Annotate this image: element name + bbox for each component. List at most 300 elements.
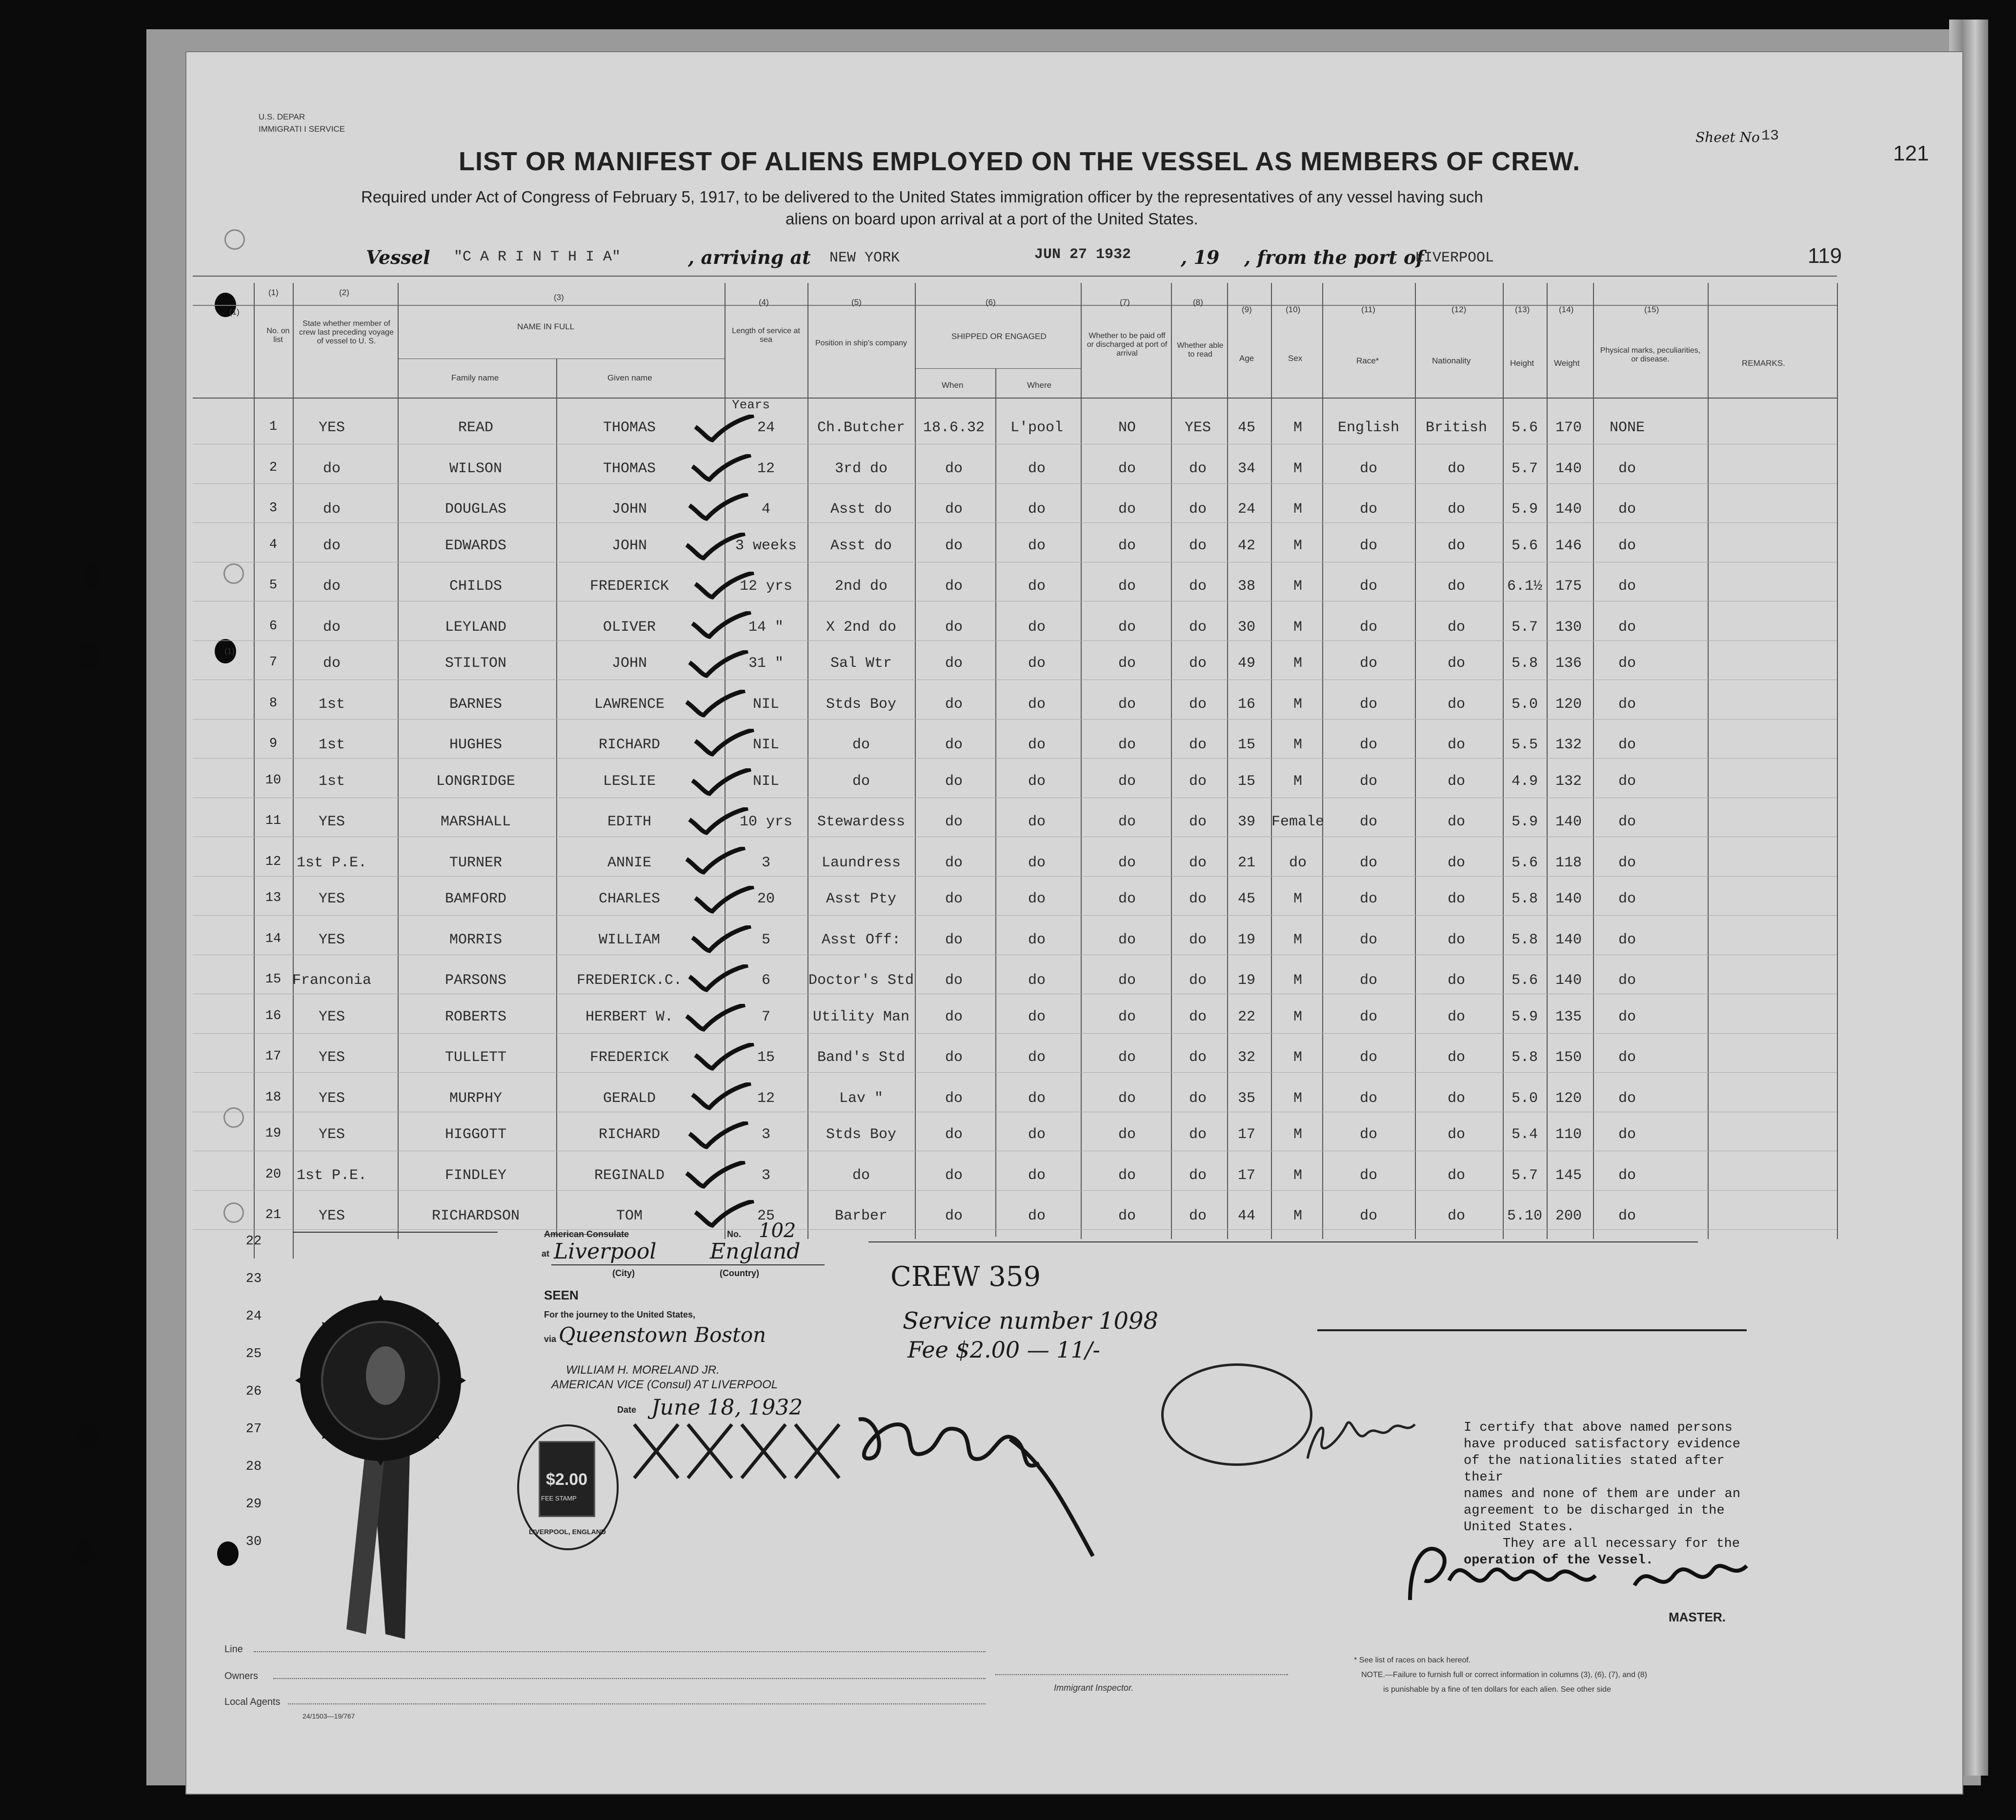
footer-note: NOTE.—Failure to furnish full or correct information in columns (3), (6), (7), and (8) [1361, 1671, 1647, 1679]
cell-height: 5.7 [1511, 1167, 1538, 1184]
cell-age: 19 [1237, 931, 1256, 948]
cell-no: 11 [265, 814, 282, 828]
cell-family: LONGRIDGE [436, 773, 516, 790]
cell-race: English [1337, 420, 1400, 436]
cell-marks: do [1618, 773, 1636, 790]
binder-hole [217, 1541, 239, 1566]
cert-line: United States. [1464, 1520, 1574, 1535]
cell-marks: do [1618, 501, 1636, 518]
cell-prev: 1st P.E. [296, 1167, 367, 1184]
cell-paid: do [1118, 655, 1136, 672]
cell-weight: 120 [1555, 696, 1582, 713]
col-divider [1708, 283, 1709, 1239]
cert-line: I certify that above named persons [1464, 1420, 1733, 1435]
cell-where: do [1028, 972, 1046, 989]
rule [1317, 1329, 1747, 1331]
cell-height: 5.9 [1511, 814, 1538, 830]
service-number: Service number 1098 [903, 1307, 1159, 1335]
cert-line: agreement to be discharged in the [1464, 1503, 1725, 1518]
cell-age: 30 [1237, 619, 1256, 636]
cell-nat: do [1447, 854, 1466, 871]
cell-given: FREDERICK [589, 1049, 669, 1066]
cell-prev: YES [318, 814, 345, 830]
cell-when: do [945, 972, 963, 989]
cell-when: do [945, 891, 963, 907]
cell-prev: do [323, 619, 341, 636]
cell-service: 3 weeks [735, 537, 797, 554]
cell-race: do [1359, 1090, 1378, 1107]
cell-given: LESLIE [603, 773, 656, 790]
cell-sex: M [1293, 460, 1303, 477]
cell-given: FREDERICK [589, 578, 669, 595]
cell-weight: 140 [1555, 814, 1582, 830]
cell-age: 45 [1237, 891, 1256, 907]
rule [915, 368, 1081, 369]
cell-age: 39 [1237, 814, 1256, 830]
cell-no: 16 [265, 1008, 282, 1023]
cell-marks: do [1618, 696, 1636, 713]
sheet-number: 13 [1761, 128, 1779, 144]
cell-nat: do [1447, 931, 1466, 948]
empty-row-number: 30 [245, 1535, 262, 1549]
cell-service: NIL [752, 696, 780, 713]
row-rule [193, 758, 1837, 759]
cell-age: 49 [1237, 655, 1256, 672]
col-num-11: (11) [1361, 305, 1375, 314]
cell-prev: do [323, 655, 341, 672]
cell-age: 42 [1237, 537, 1256, 554]
row-rule [193, 640, 1837, 641]
col-divider [1547, 283, 1548, 1239]
cert-line: operation of the Vessel. [1464, 1553, 1653, 1568]
cell-height: 5.8 [1511, 655, 1538, 672]
cell-nat: do [1447, 1208, 1466, 1224]
cell-position: Lav " [839, 1090, 884, 1107]
cell-service: 12 yrs [739, 578, 793, 595]
binder-hole [78, 644, 100, 668]
check-mark [687, 1121, 750, 1151]
cell-no: 19 [265, 1126, 282, 1141]
cell-when: do [945, 814, 963, 830]
cell-family: HUGHES [449, 737, 503, 753]
cell-sex: M [1293, 696, 1303, 713]
page-title: LIST OR MANIFEST OF ALIENS EMPLOYED ON THE VESSEL AS MEMBERS OF CREW. [459, 147, 1581, 176]
cell-read: do [1189, 537, 1207, 554]
check-mark [687, 964, 750, 994]
cell-height: 5.8 [1511, 1049, 1538, 1066]
sheet-label: Sheet No [1695, 129, 1760, 145]
rule [551, 1264, 825, 1265]
margin-note: (1) [224, 646, 235, 656]
at-label: at [542, 1249, 550, 1259]
cell-position: Sal Wtr [830, 655, 892, 672]
col-header-no: No. on list [266, 327, 290, 344]
cell-marks: do [1618, 1208, 1636, 1224]
crew-number: CREW 359 [890, 1261, 1041, 1293]
cell-race: do [1359, 1126, 1378, 1143]
cell-where: do [1028, 814, 1046, 830]
from-port: LIVERPOOL [1415, 250, 1494, 266]
vessel-name: "C A R I N T H I A" [454, 249, 621, 265]
cell-sex: M [1293, 931, 1303, 948]
rule [288, 1703, 986, 1705]
cell-read: do [1189, 1208, 1207, 1224]
cell-when: do [945, 460, 963, 477]
cell-nat: do [1447, 972, 1466, 989]
cell-sex: Female [1271, 814, 1325, 830]
col-divider [1081, 283, 1082, 1239]
cell-paid: do [1118, 972, 1136, 989]
col-header-where: Where [1027, 380, 1052, 390]
check-mark [687, 650, 750, 680]
cell-marks: do [1618, 619, 1636, 636]
cell-nat: do [1447, 537, 1466, 554]
cell-position: Asst Off: [821, 931, 901, 948]
cell-given: RICHARD [598, 737, 661, 753]
col-num-2: (2) [339, 288, 349, 297]
col-divider [398, 283, 399, 1239]
rule [193, 398, 1837, 399]
cell-service: 12 [757, 1090, 775, 1107]
col-header-age: Age [1239, 354, 1254, 363]
cell-marks: do [1618, 854, 1636, 871]
cell-given: CHARLES [598, 891, 661, 907]
cell-given: LAWRENCE [594, 696, 665, 713]
cell-race: do [1359, 773, 1378, 790]
cell-no: 9 [269, 737, 278, 751]
cell-height: 5.9 [1511, 501, 1538, 518]
cell-when: do [945, 537, 963, 554]
cell-sex: M [1293, 1008, 1303, 1025]
col-header-nationality: Nationality [1432, 356, 1471, 365]
cell-position: Stewardess [817, 814, 906, 830]
reinforcement-ring [223, 1107, 244, 1128]
check-mark [693, 415, 756, 444]
check-mark [693, 1200, 756, 1229]
check-mark [690, 925, 753, 955]
arriving-port: NEW YORK [829, 250, 900, 266]
consulate-city: Liverpool [554, 1239, 657, 1264]
row-rule [193, 1190, 1837, 1191]
cell-position: do [852, 737, 870, 753]
cell-read: do [1189, 655, 1207, 672]
col-num-9: (9) [1242, 305, 1252, 314]
cell-position: Band's Std [817, 1049, 906, 1066]
cell-height: 5.7 [1511, 460, 1538, 477]
cell-nat: do [1447, 619, 1466, 636]
cell-race: do [1359, 501, 1378, 518]
cell-when: do [945, 1126, 963, 1143]
cell-paid: do [1118, 1126, 1136, 1143]
cell-marks: do [1618, 972, 1636, 989]
cell-marks: do [1618, 537, 1636, 554]
check-mark [693, 729, 756, 758]
wax-seal [288, 1293, 493, 1644]
certification-block [1464, 1420, 1747, 1569]
cell-where: do [1028, 619, 1046, 636]
cell-position: Asst do [830, 501, 892, 518]
col-header-family-name: Family name [451, 373, 499, 382]
col-header-remarks: REMARKS. [1742, 359, 1785, 368]
col-divider [1415, 283, 1416, 1239]
cell-sex: do [1289, 854, 1307, 871]
cell-race: do [1359, 619, 1378, 636]
row-rule [193, 876, 1837, 877]
cell-paid: do [1118, 696, 1136, 713]
cell-nat: do [1447, 501, 1466, 518]
cell-paid: do [1118, 578, 1136, 595]
cell-service: 7 [761, 1008, 771, 1025]
cell-paid: do [1118, 891, 1136, 907]
cell-given: JOHN [611, 537, 647, 554]
cell-age: 45 [1237, 420, 1256, 436]
cell-paid: do [1118, 1008, 1136, 1025]
cell-weight: 150 [1555, 1049, 1582, 1066]
check-mark [693, 1043, 756, 1072]
cell-age: 17 [1237, 1126, 1256, 1143]
cell-where: do [1028, 655, 1046, 672]
cell-nat: do [1447, 737, 1466, 753]
cell-service: 5 [761, 931, 771, 948]
cell-sex: M [1293, 420, 1303, 436]
check-mark [684, 847, 747, 876]
consul-date: June 18, 1932 [651, 1395, 803, 1420]
row-rule [193, 1229, 1837, 1230]
rule [868, 1241, 1698, 1242]
cell-marks: NONE [1609, 420, 1645, 436]
cell-marks: do [1618, 1008, 1636, 1025]
cell-prev: YES [318, 1208, 345, 1224]
cell-family: WILSON [449, 460, 503, 477]
cell-nat: do [1447, 1167, 1466, 1184]
cell-race: do [1359, 537, 1378, 554]
year-label: , 19 [1181, 246, 1220, 268]
consulate-no: 102 [759, 1220, 796, 1242]
cert-line: They are all necessary for the [1503, 1537, 1740, 1551]
cell-where: do [1028, 931, 1046, 948]
col-divider [807, 283, 808, 1239]
cell-race: do [1359, 1208, 1378, 1224]
cell-paid: do [1118, 1208, 1136, 1224]
cell-paid: do [1118, 1049, 1136, 1066]
cell-service: 3 [761, 1167, 771, 1184]
cell-no: 4 [269, 537, 278, 552]
rule [293, 1232, 498, 1233]
cell-family: HIGGOTT [444, 1126, 507, 1143]
cell-given: JOHN [611, 655, 647, 672]
cell-no: 5 [269, 578, 278, 593]
cell-height: 5.9 [1511, 1008, 1538, 1025]
cell-race: do [1359, 1167, 1378, 1184]
cell-nat: do [1447, 655, 1466, 672]
empty-row-number: 25 [245, 1347, 262, 1361]
cell-when: do [945, 619, 963, 636]
cell-height: 5.5 [1511, 737, 1538, 753]
row-rule [193, 915, 1837, 916]
cell-sex: M [1293, 1049, 1303, 1066]
cell-read: do [1189, 1090, 1207, 1107]
check-mark [684, 1161, 747, 1190]
cell-height: 5.0 [1511, 696, 1538, 713]
cell-prev: YES [318, 931, 345, 948]
cell-position: Doctor's Std [808, 972, 914, 989]
cell-position: Laundress [821, 854, 901, 871]
cell-service: 15 [757, 1049, 775, 1066]
cell-given: THOMAS [603, 420, 656, 436]
cell-position: Stds Boy [826, 1126, 897, 1143]
col-num-8: (8) [1193, 298, 1203, 307]
cell-marks: do [1618, 814, 1636, 830]
cell-race: do [1359, 696, 1378, 713]
cell-prev: 1st [318, 696, 345, 713]
fee-stamp-value: $2.00 [546, 1470, 588, 1489]
arriving-label: , arriving at [688, 246, 811, 268]
cell-service: 20 [757, 891, 775, 907]
cell-position: do [852, 773, 870, 790]
col-num-5: (5) [851, 298, 862, 307]
cell-when: do [945, 773, 963, 790]
cell-read: do [1189, 737, 1207, 753]
col-num-10: (10) [1286, 305, 1301, 314]
cell-where: do [1028, 1008, 1046, 1025]
cell-age: 17 [1237, 1167, 1256, 1184]
col-header-when: When [942, 380, 964, 390]
cert-line: names and none of them are under an [1464, 1487, 1741, 1501]
cell-marks: do [1618, 578, 1636, 595]
col-divider [1171, 283, 1172, 1239]
vessel-label: Vessel [366, 246, 430, 268]
cell-position: 3rd do [834, 460, 888, 477]
cell-read: do [1189, 578, 1207, 595]
col-header-prev-voyage: State whether member of crew last preceding voyage of vessel to U. S. [299, 320, 394, 345]
cell-race: do [1359, 655, 1378, 672]
cell-prev: Franconia [292, 972, 372, 989]
cell-service: 12 [757, 460, 775, 477]
check-mark [690, 1082, 753, 1112]
cell-no: 18 [265, 1090, 282, 1105]
col-divider [1227, 283, 1228, 1239]
cell-paid: do [1118, 460, 1136, 477]
registrar-signature [1298, 1405, 1425, 1468]
cell-service: NIL [752, 773, 780, 790]
country-caption: (Country) [720, 1268, 759, 1278]
stamp-number-top: 121 [1893, 141, 1929, 165]
cell-nat: do [1447, 891, 1466, 907]
footer-note: * See list of races on back hereof. [1354, 1656, 1471, 1664]
check-mark [690, 454, 753, 483]
consulate-country: England [710, 1239, 801, 1264]
cell-paid: do [1118, 619, 1136, 636]
cell-when: do [945, 1008, 963, 1025]
row-rule [193, 1072, 1837, 1073]
col-header-race: Race* [1356, 356, 1379, 365]
cell-where: do [1028, 501, 1046, 518]
cell-read: do [1189, 1126, 1207, 1143]
cell-weight: 120 [1555, 1090, 1582, 1107]
cell-sex: M [1293, 1167, 1303, 1184]
cell-family: MORRIS [449, 931, 503, 948]
cell-family: ROBERTS [444, 1008, 507, 1025]
col-header-service-length: Length of service at sea [732, 327, 800, 344]
cell-read: do [1189, 1008, 1207, 1025]
cell-no: 6 [269, 619, 278, 634]
cell-nat: do [1447, 773, 1466, 790]
rule [995, 1674, 1288, 1676]
cell-read: YES [1184, 420, 1211, 436]
cell-when: do [945, 696, 963, 713]
cell-weight: 140 [1555, 931, 1582, 948]
fee-stamp-bottom: LIVERPOOL, ENGLAND [529, 1528, 606, 1536]
cell-age: 16 [1237, 696, 1256, 713]
cell-no: 7 [269, 655, 278, 670]
cell-where: do [1028, 460, 1046, 477]
check-mark [684, 690, 747, 719]
cell-paid: NO [1118, 420, 1136, 436]
col-num-7: (7) [1120, 298, 1130, 307]
cell-position: Ch.Butcher [817, 420, 906, 436]
consul-name: WILLIAM H. MORELAND JR. [566, 1363, 720, 1377]
cell-read: do [1189, 931, 1207, 948]
cell-position: 2nd do [834, 578, 888, 595]
cell-height: 5.8 [1511, 931, 1538, 948]
check-mark [693, 572, 756, 601]
cell-position: do [852, 1167, 870, 1184]
row-rule [193, 483, 1837, 484]
cell-weight: 200 [1555, 1208, 1582, 1224]
cell-weight: 140 [1555, 501, 1582, 518]
via-label: via [544, 1334, 557, 1344]
cell-age: 35 [1237, 1090, 1256, 1107]
cell-weight: 170 [1555, 420, 1582, 436]
cell-age: 15 [1237, 773, 1256, 790]
cell-read: do [1189, 814, 1207, 830]
check-mark [684, 1004, 747, 1033]
consul-title: AMERICAN VICE (Consul) AT LIVERPOOL [551, 1378, 778, 1391]
years-note: Years [732, 398, 770, 412]
cell-race: do [1359, 737, 1378, 753]
cell-nat: do [1447, 460, 1466, 477]
cell-prev: do [323, 578, 341, 595]
cell-paid: do [1118, 931, 1136, 948]
col-header-weight: Weight [1554, 359, 1580, 368]
col-divider [915, 283, 916, 1239]
cell-prev: 1st [318, 773, 345, 790]
cell-prev: YES [318, 1049, 345, 1066]
cell-family: LEYLAND [444, 619, 507, 636]
col-num-14: (14) [1559, 305, 1574, 314]
cell-height: 5.10 [1507, 1208, 1543, 1224]
cell-service: NIL [752, 737, 780, 753]
cell-race: do [1359, 1008, 1378, 1025]
inspector-label: Immigrant Inspector. [1054, 1683, 1134, 1693]
cell-where: do [1028, 1049, 1046, 1066]
seen-label: SEEN [544, 1288, 579, 1302]
footer-note: is punishable by a fine of ten dollars for each alien. See other side [1383, 1685, 1611, 1694]
cell-marks: do [1618, 1126, 1636, 1143]
col-header-position: Position in ship's company [815, 339, 907, 347]
cell-sex: M [1293, 1090, 1303, 1107]
cell-sex: M [1293, 1208, 1303, 1224]
cell-family: READ [458, 420, 494, 436]
cell-paid: do [1118, 501, 1136, 518]
col-num-3: (3) [554, 293, 564, 302]
cell-sex: M [1293, 773, 1303, 790]
empty-row-number: 29 [245, 1497, 262, 1512]
cell-height: 5.6 [1511, 420, 1538, 436]
cell-nat: do [1447, 1090, 1466, 1107]
col-divider [293, 283, 294, 1259]
cell-where: do [1028, 578, 1046, 595]
